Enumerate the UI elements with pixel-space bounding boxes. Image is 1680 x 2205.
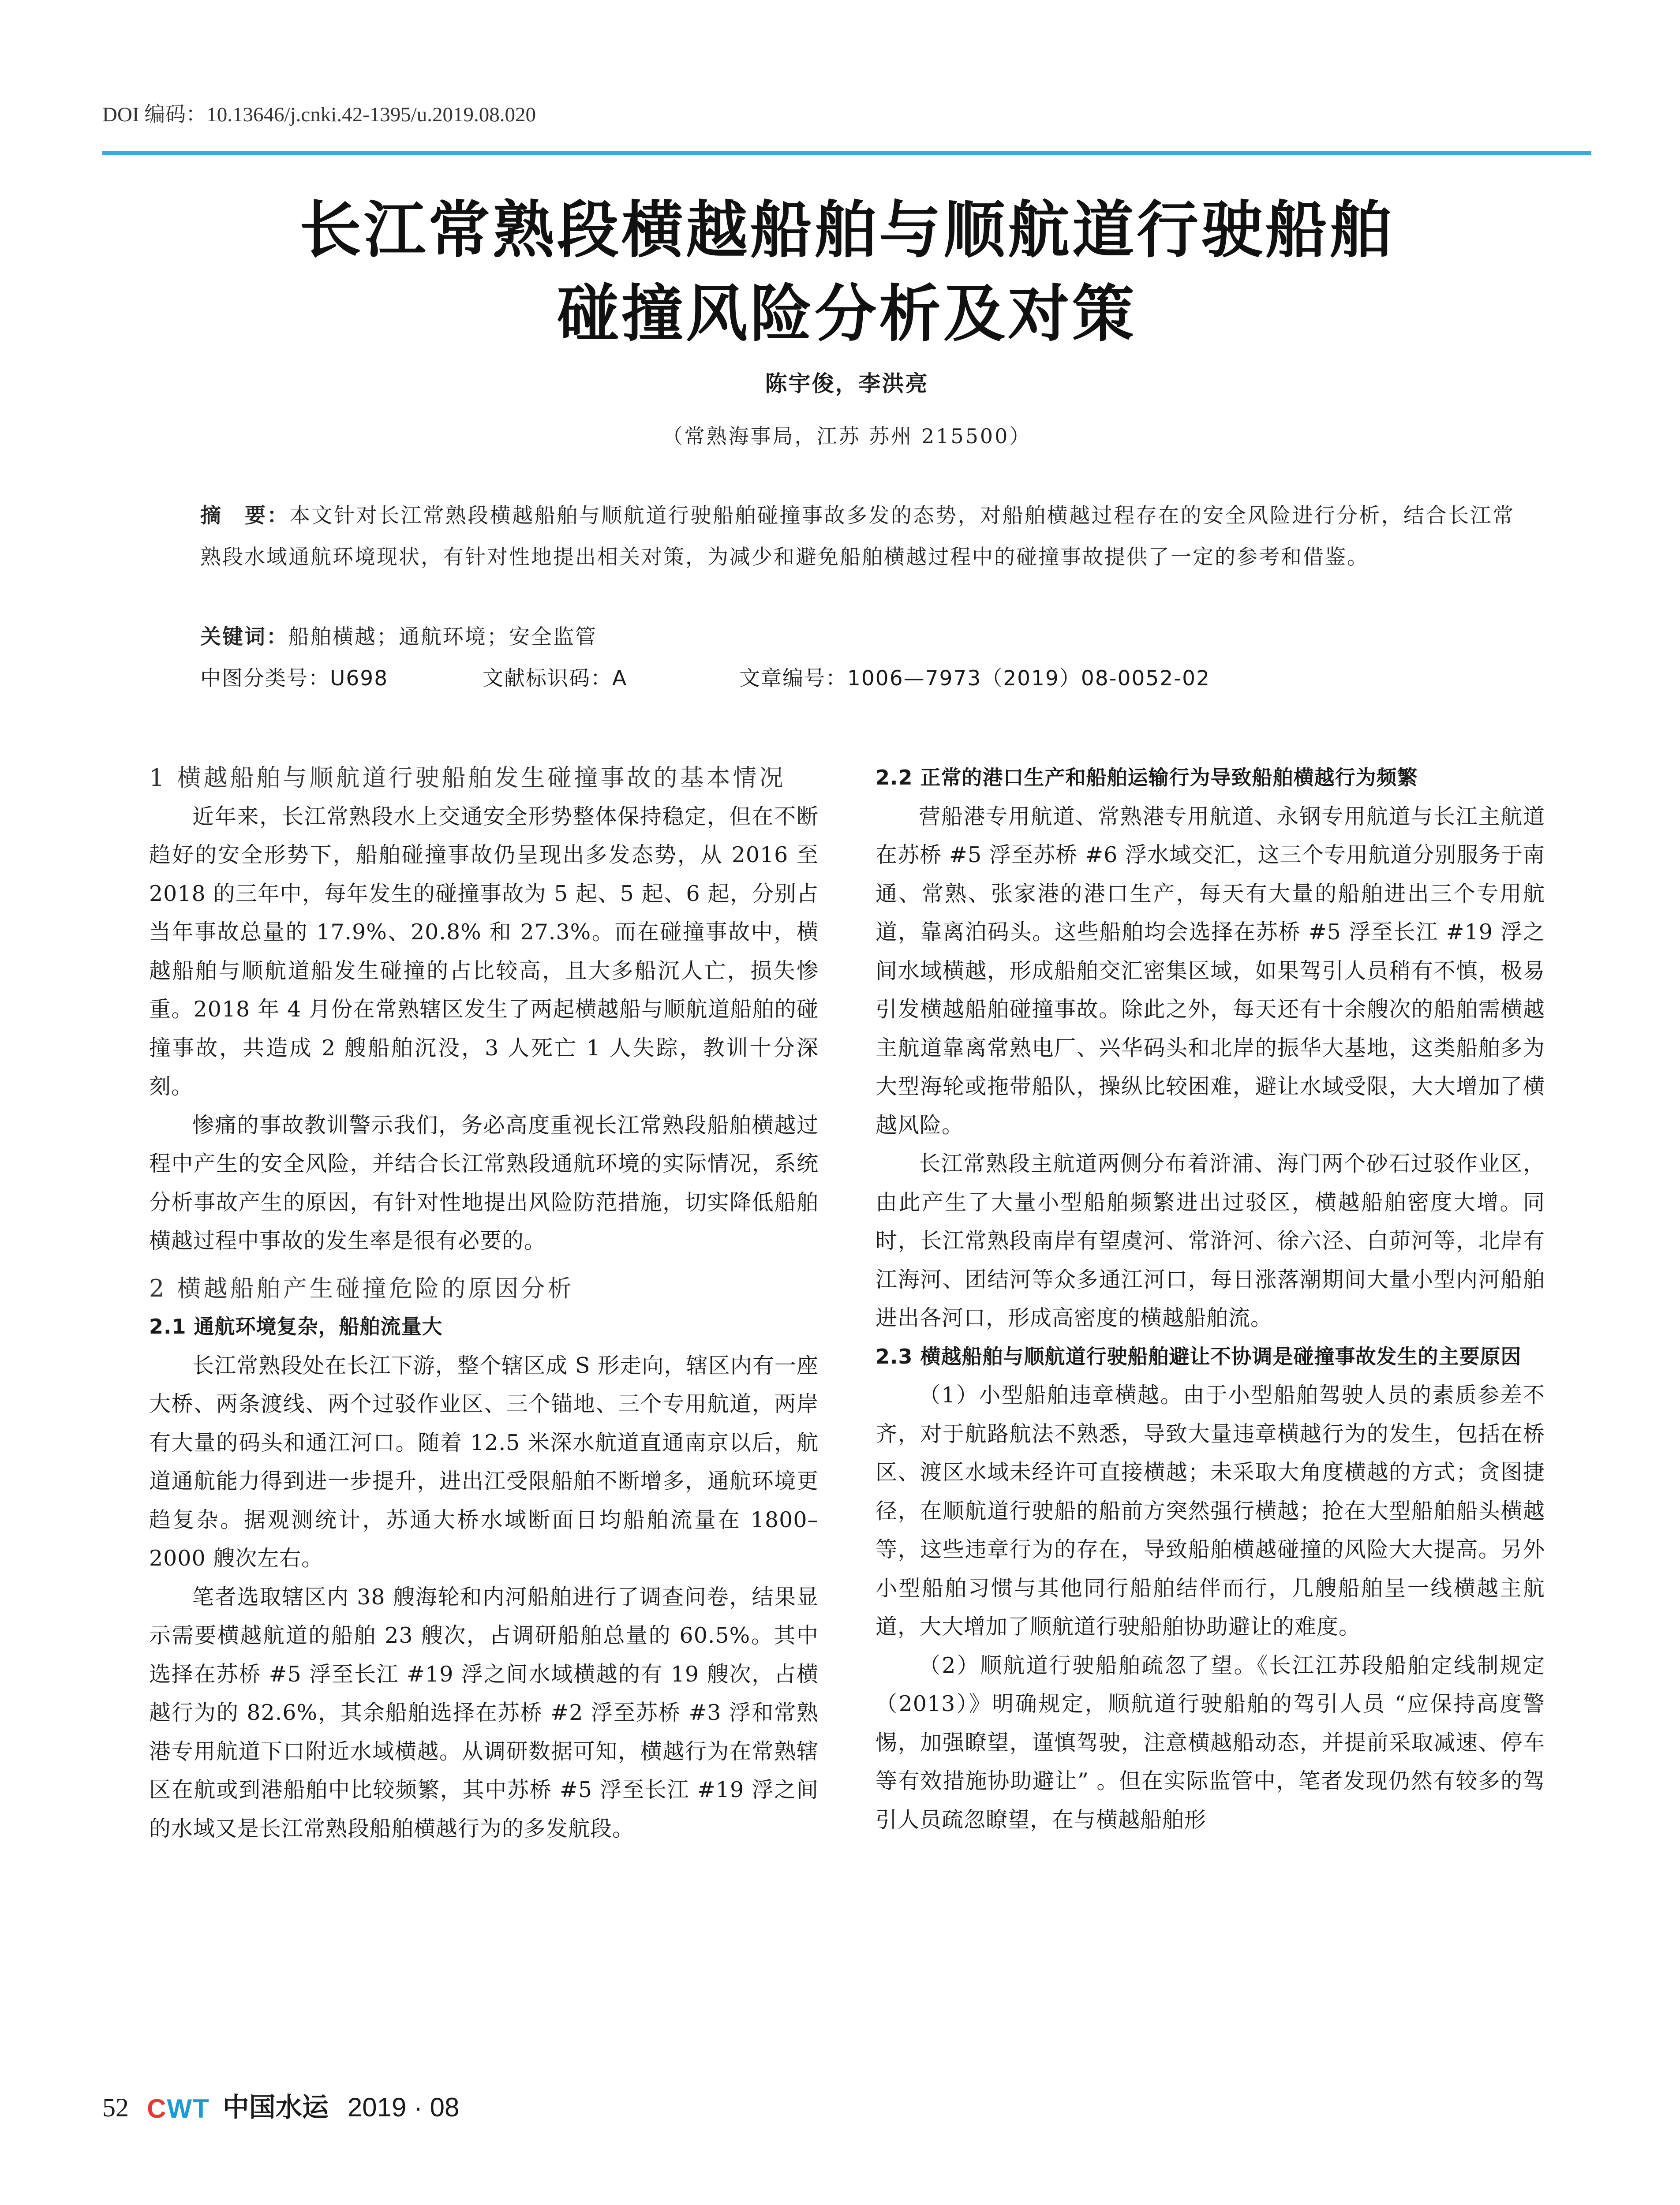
- subsection-heading: 2.1 通航环境复杂，船舶流量大: [149, 1315, 443, 1338]
- paragraph: （1）小型船舶违章横越。由于小型船舶驾驶人员的素质参差不齐，对于航路航法不熟悉，导致大量违章横越行为的发生，包括在桥区、渡区水域未经许可直接横越；未采取大角度横越的方式；贪图捷径，在顺航道行驶船的船前方突然强行横越；抢在大型船舶船头横越等，这些违章行为的存在，导致船舶横越碰撞的风险大大提高。另外小型船舶习惯与其他同行船舶结伴而行，几艘船舶呈一线横越主航道，大大增加了顺航道行驶船舶协助避让的难度。: [876, 1383, 1545, 1639]
- body-column-right: [876, 759, 1545, 1839]
- body-column-left: [149, 759, 819, 1848]
- paragraph: 近年来，长江常熟段水上交通安全形势整体保持稳定，但在不断趋好的安全形势下，船舶碰撞事故仍呈现出多发态势，从 2016 至 2018 的三年中，每年发生的碰撞事故为 5 起、5 起、6 起，分别占当年事故总量的 17.9%、20.8% 和 27.3%。而在碰撞事故中，横越船舶与顺航道船发生碰撞的占比较高，且大多船沉人亡，损失惨重。2018 年 4 月份在常熟辖区发生了两起横越船与顺航道船舶的碰撞事故，共造成 2 艘船舶沉没，3 人死亡 1 人失踪，教训十分深刻。: [149, 804, 819, 1099]
- doi-line: DOI 编码：10.13646/j.cnki.42-1395/u.2019.08.020: [102, 103, 536, 126]
- affiliation: （常熟海事局，江苏 苏州 215500）: [662, 424, 1032, 448]
- keywords-text: 船舶横越；通航环境；安全监管: [288, 625, 597, 649]
- paragraph: 长江常熟段主航道两侧分布着浒浦、海门两个砂石过驳作业区，由此产生了大量小型船舶频繁进出过驳区，横越船舶密度大增。同时，长江常熟段南岸有望虞河、常浒河、徐六泾、白茆河等，北岸有江海河、团结河等众多通江河口，每日涨落潮期间大量小型内河船舶进出各河口，形成高密度的横越船舶流。: [876, 1151, 1545, 1330]
- journal-name: 中国水运: [222, 2092, 329, 2123]
- page-footer: [102, 2086, 459, 2126]
- logo-letters-wt: WT: [167, 2093, 210, 2123]
- paragraph: （2）顺航道行驶船舶疏忽了望。《长江江苏段船舶定线制规定（2013）》明确规定，顺航道行驶船舶的驾引人员 “应保持高度警惕，加强瞭望，谨慎驾驶，注意横越船动态，并提前采取减速、停车等有效措施协助避让” 。但在实际监管中，笔者发现仍然有较多的驾引人员疏忽瞭望，在与横越船舶形: [876, 1652, 1545, 1832]
- journal-logo: [147, 2087, 210, 2128]
- subsection-heading: 2.3 横越船舶与顺航道行驶船舶避让不协调是碰撞事故发生的主要原因: [876, 1344, 1522, 1368]
- classification-row: [200, 658, 1523, 699]
- paragraph: 笔者选取辖区内 38 艘海轮和内河船舶进行了调查问卷，结果显示需要横越航道的船舶 23 艘次，占调研船舶总量的 60.5%。其中选择在苏桥 #5 浮至长江 #19 浮之间水域横越的有 19 艘次，占横越行为的 82.6%，其余船舶选择在苏桥 #2 浮至苏桥 #3 浮和常熟港专用航道下口附近水域横越。从调研数据可知，横越行为在常熟辖区在航或到港船舶中比较频繁，其中苏桥 #5 浮至长江 #19 浮之间的水域又是长江常熟段船舶横越行为的多发航段。: [149, 1584, 819, 1841]
- paper-title-line-1: 长江常熟段横越船舶与顺航道行驶船舶: [299, 194, 1394, 266]
- document-code: 文献标识码：A: [483, 666, 628, 691]
- clc-number: 中图分类号：U698: [200, 666, 389, 691]
- paragraph: 营船港专用航道、常熟港专用航道、永钢专用航道与长江主航道在苏桥 #5 浮至苏桥 #6 浮水域交汇，这三个专用航道分别服务于南通、常熟、张家港的港口生产，每天有大量的船舶进出三个专用航道，靠离泊码头。这些船舶均会选择在苏桥 #5 浮至长江 #19 浮之间水域横越，形成船舶交汇密集区域，如果驾引人员稍有不慎，极易引发横越船舶碰撞事故。除此之外，每天还有十余艘次的船舶需横越主航道靠离常熟电厂、兴华码头和北岸的振华大基地，这类船舶多为大型海轮或拖带船队，操纵比较困难，避让水域受限，大大增加了横越风险。: [876, 804, 1545, 1138]
- keywords: [200, 617, 1515, 658]
- abstract: [200, 495, 1515, 578]
- paragraph: 长江常熟段处在长江下游，整个辖区成 S 形走向，辖区内有一座大桥、两条渡线、两个过驳作业区、三个锚地、三个专用航道，两岸有大量的码头和通江河口。随着 12.5 米深水航道直通南京以后，航道通航能力得到进一步提升，进出江受限船舶不断增多，通航环境更趋复杂。据观测统计，苏通大桥水域断面日均船舶流量在 1800–2000 艘次左右。: [149, 1353, 819, 1571]
- keywords-label: 关键词：: [200, 625, 288, 649]
- paragraph: 惨痛的事故教训警示我们，务必高度重视长江常熟段船舶横越过程中产生的安全风险，并结合长江常熟段通航环境的实际情况，系统分析事故产生的原因，有针对性地提出风险防范措施，切实降低船舶横越过程中事故的发生率是很有必要的。: [149, 1112, 819, 1253]
- authors: 陈宇俊，李洪亮: [765, 371, 929, 396]
- issue-number: 2019 · 08: [347, 2093, 460, 2123]
- spacer: [149, 1260, 819, 1269]
- article-number: 文章编号：1006—7973（2019）08-0052-02: [739, 666, 1210, 691]
- abstract-text: 本文针对长江常熟段横越船舶与顺航道行驶船舶碰撞事故多发的态势，对船舶横越过程存在的安全风险进行分析，结合长江常熟段水域通航环境现状，有针对性地提出相关对策，为减少和避免船舶横越过程中的碰撞事故提供了一定的参考和借鉴。: [200, 504, 1515, 569]
- logo-letter-c: C: [147, 2093, 167, 2123]
- header-rule: [102, 151, 1591, 155]
- section-heading: 2 横越船舶产生碰撞危险的原因分析: [149, 1274, 574, 1302]
- abstract-label: 摘 要：: [200, 504, 290, 528]
- subsection-heading: 2.2 正常的港口生产和船舶运输行为导致船舶横越行为频繁: [876, 766, 1418, 789]
- paper-title-line-2: 碰撞风险分析及对策: [557, 278, 1137, 350]
- page-number: 52: [102, 2093, 129, 2123]
- section-heading: 1 横越船舶与顺航道行驶船舶发生碰撞事故的基本情况: [149, 764, 786, 792]
